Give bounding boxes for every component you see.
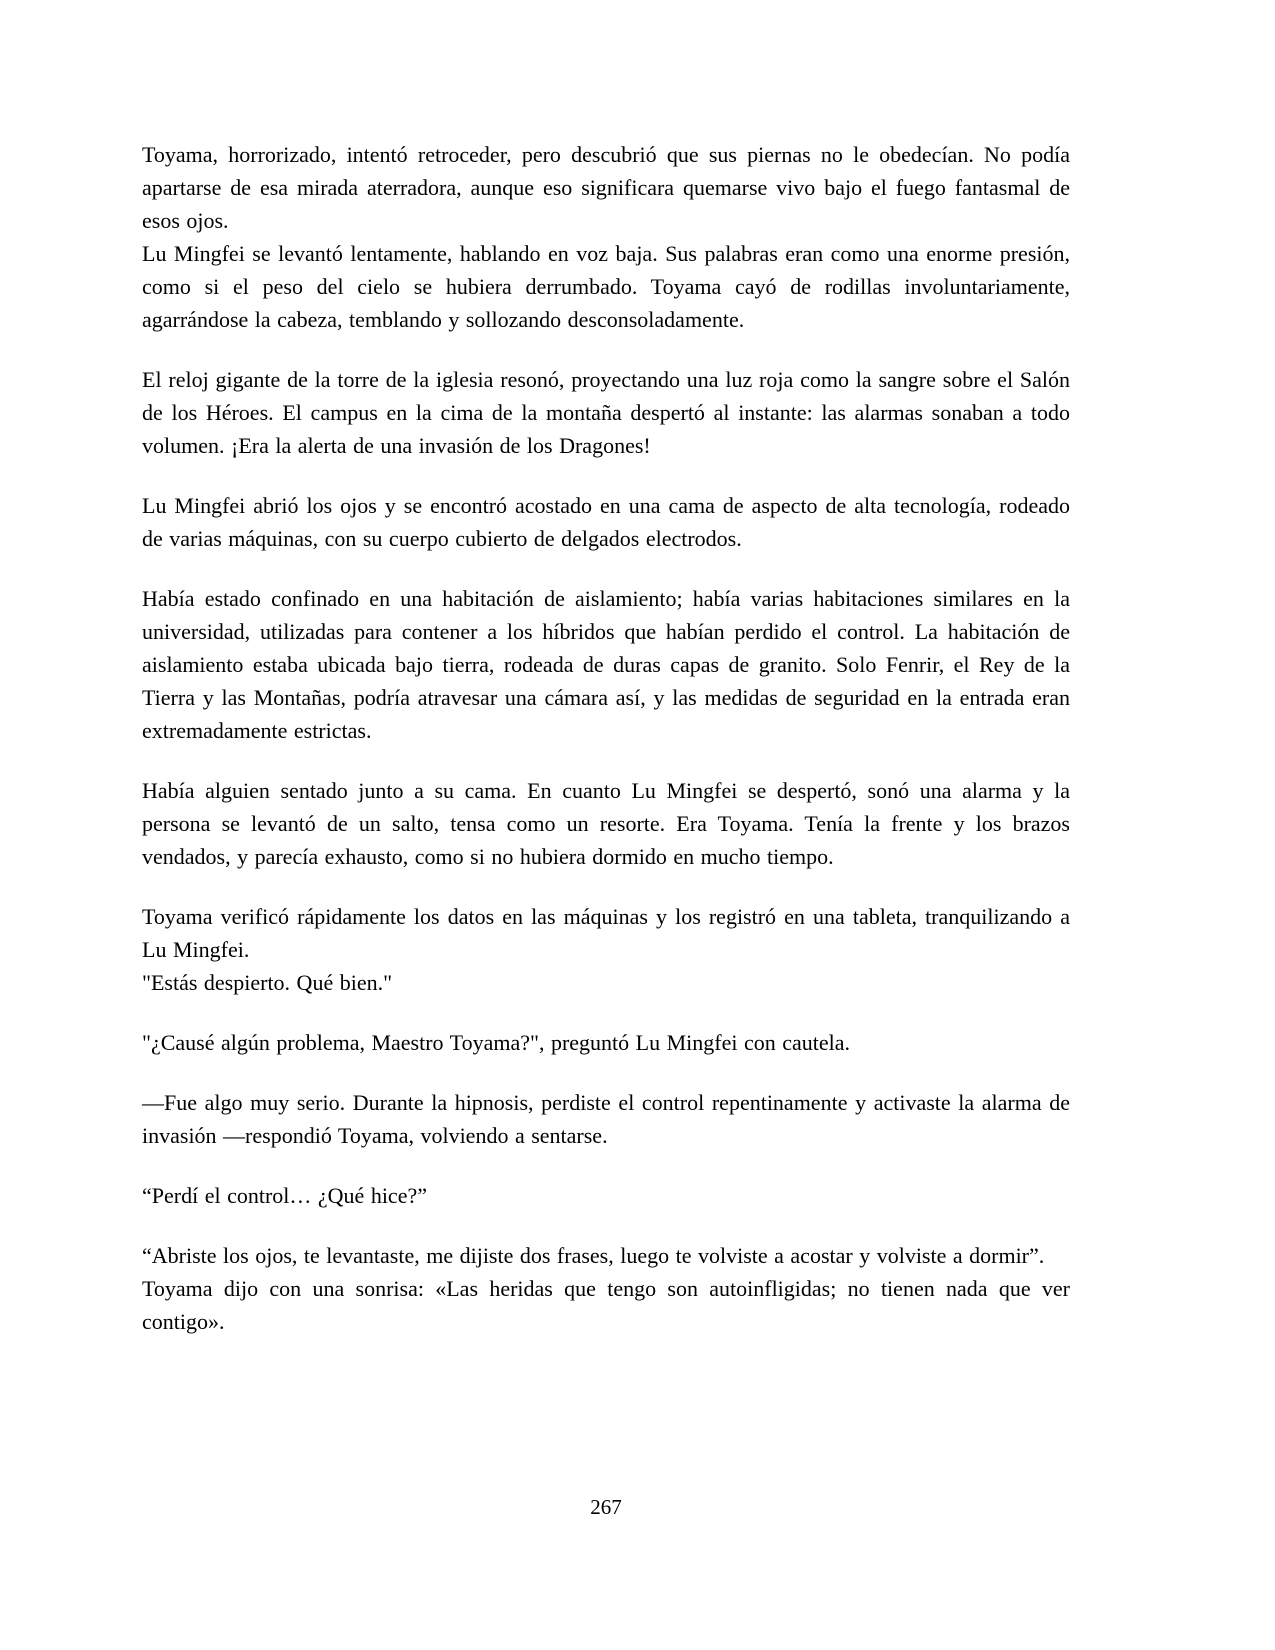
paragraph: Había alguien sentado junto a su cama. En cuanto Lu Mingfei se despertó, sonó una alarma y la persona se levantó de un salto, tensa como un resorte. Era Toyama. Tenía la frente y los brazos vendados, y parecía exhausto, como si no hubiera dormido en mucho tiempo. <box>142 778 1070 869</box>
paragraph: El reloj gigante de la torre de la iglesia resonó, proyectando una luz roja como la sangre sobre el Salón de los Héroes. El campus en la cima de la montaña despertó al instante: las alarmas sonaban a todo volumen. ¡Era la alerta de una invasión de los Dragones! <box>142 367 1070 458</box>
paragraph: —Fue algo muy serio. Durante la hipnosis, perdiste el control repentinamente y activaste la alarma de invasión —respondió Toyama, volviendo a sentarse. <box>142 1090 1070 1148</box>
paragraph: "¿Causé algún problema, Maestro Toyama?", preguntó Lu Mingfei con cautela. <box>142 1030 851 1055</box>
page-number: 267 <box>590 1495 622 1519</box>
page-body <box>142 138 1070 1338</box>
paragraph: "Estás despierto. Qué bien." <box>142 970 393 995</box>
paragraph: Toyama verificó rápidamente los datos en las máquinas y los registró en una tableta, tranquilizando a Lu Mingfei. <box>142 904 1070 962</box>
paragraph: Toyama dijo con una sonrisa: «Las heridas que tengo son autoinfligidas; no tienen nada que ver contigo». <box>142 1276 1070 1334</box>
paragraph: “Perdí el control… ¿Qué hice?” <box>142 1183 427 1208</box>
paragraph: “Abriste los ojos, te levantaste, me dijiste dos frases, luego te volviste a acostar y volviste a dormir”. <box>142 1243 1045 1268</box>
paragraph: Toyama, horrorizado, intentó retroceder, pero descubrió que sus piernas no le obedecían. No podía apartarse de esa mirada aterradora, aunque eso significara quemarse vivo bajo el fuego fantasmal de esos ojos. <box>142 142 1070 233</box>
paragraph: Lu Mingfei abrió los ojos y se encontró acostado en una cama de aspecto de alta tecnología, rodeado de varias máquinas, con su cuerpo cubierto de delgados electrodos. <box>142 493 1070 551</box>
paragraph: Había estado confinado en una habitación de aislamiento; había varias habitaciones similares en la universidad, utilizadas para contener a los híbridos que habían perdido el control. La habitación de aislamiento estaba ubicada bajo tierra, rodeada de duras capas de granito. Solo Fenrir, el Rey de la Tierra y las Montañas, podría atravesar una cámara así, y las medidas de seguridad en la entrada eran extremadamente estrictas. <box>142 586 1070 743</box>
paragraph: Lu Mingfei se levantó lentamente, hablando en voz baja. Sus palabras eran como una enorme presión, como si el peso del cielo se hubiera derrumbado. Toyama cayó de rodillas involuntariamente, agarrándose la cabeza, temblando y sollozando desconsoladamente. <box>142 241 1070 332</box>
